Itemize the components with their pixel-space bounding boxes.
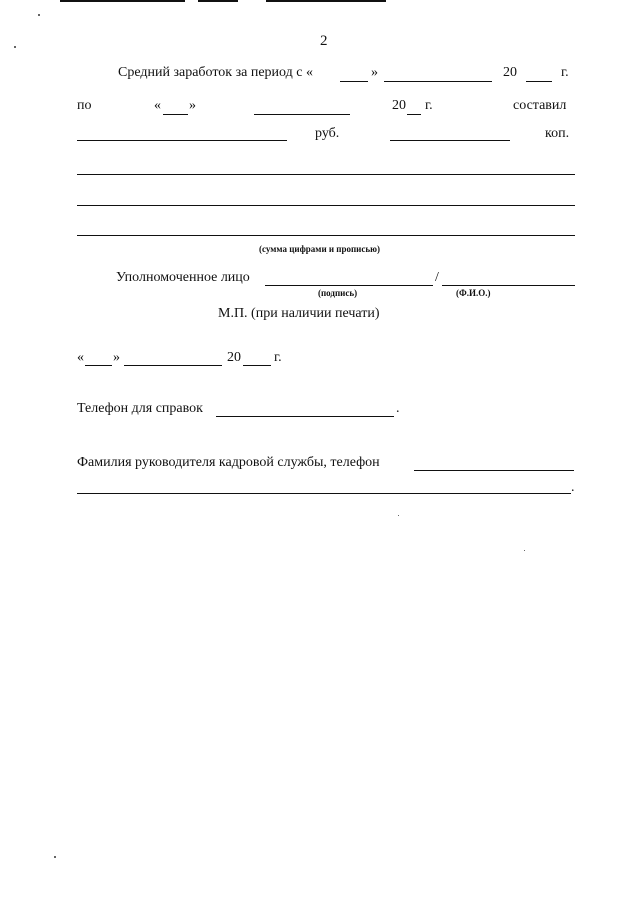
scan-speck [38,14,40,16]
sostavil-label: составил [513,98,567,113]
phone-field[interactable] [216,416,394,417]
period-end-year-suffix: г. [425,98,433,113]
kopecks-field[interactable] [390,140,510,141]
sum-caption: (сумма цифрами и прописью) [259,244,380,254]
date-close-quote: » [113,350,120,365]
period-start-year-prefix: 20 [503,65,517,80]
top-edge-fragment [60,0,185,2]
authorized-person-label: Уполномоченное лицо [116,270,250,285]
top-edge-fragment [198,0,238,2]
rubles-field[interactable] [77,140,287,141]
period-start-year-suffix: г. [561,65,569,80]
date-month-field[interactable] [124,365,222,366]
phone-label: Телефон для справок [77,401,203,416]
period-end-close-quote: » [189,98,196,113]
kopecks-label: коп. [545,126,570,141]
fio-caption: (Ф.И.О.) [456,288,491,298]
phone-period: . [396,401,400,416]
sum-words-line-1[interactable] [77,174,575,175]
period-end-day-field[interactable] [163,114,188,115]
period-end-year-prefix: 20 [392,98,406,113]
date-year-suffix: г. [274,350,282,365]
signature-field[interactable] [265,285,433,286]
date-day-field[interactable] [85,365,112,366]
sum-words-line-3[interactable] [77,235,575,236]
hr-head-period: . [571,480,575,495]
date-year-field[interactable] [243,365,271,366]
signature-caption: (подпись) [318,288,358,298]
scan-speck [54,856,56,858]
fio-field[interactable] [442,285,575,286]
period-start-day-field[interactable] [340,81,368,82]
stamp-note: М.П. (при наличии печати) [218,306,380,321]
rubles-label: руб. [315,126,340,141]
date-year-prefix: 20 [227,350,241,365]
hr-head-field-1[interactable] [414,470,574,471]
page-number: 2 [320,33,328,49]
hr-head-label: Фамилия руководителя кадровой службы, телефон [77,455,380,470]
date-open-quote: « [77,350,84,365]
signature-fio-slash: / [435,270,439,285]
period-end-po-label: по [77,98,92,113]
top-edge-fragment [266,0,386,2]
period-start-month-field[interactable] [384,81,492,82]
period-end-year-field[interactable] [407,114,421,115]
average-earnings-label: Средний заработок за период с « [118,65,313,80]
period-end-month-field[interactable] [254,114,350,115]
period-start-close-quote: » [371,65,378,80]
scan-speck [398,515,399,516]
scan-speck [524,550,525,551]
hr-head-field-2[interactable] [77,493,571,494]
scan-speck [14,46,16,48]
period-start-year-field[interactable] [526,81,552,82]
period-end-open-quote: « [154,98,161,113]
sum-words-line-2[interactable] [77,205,575,206]
